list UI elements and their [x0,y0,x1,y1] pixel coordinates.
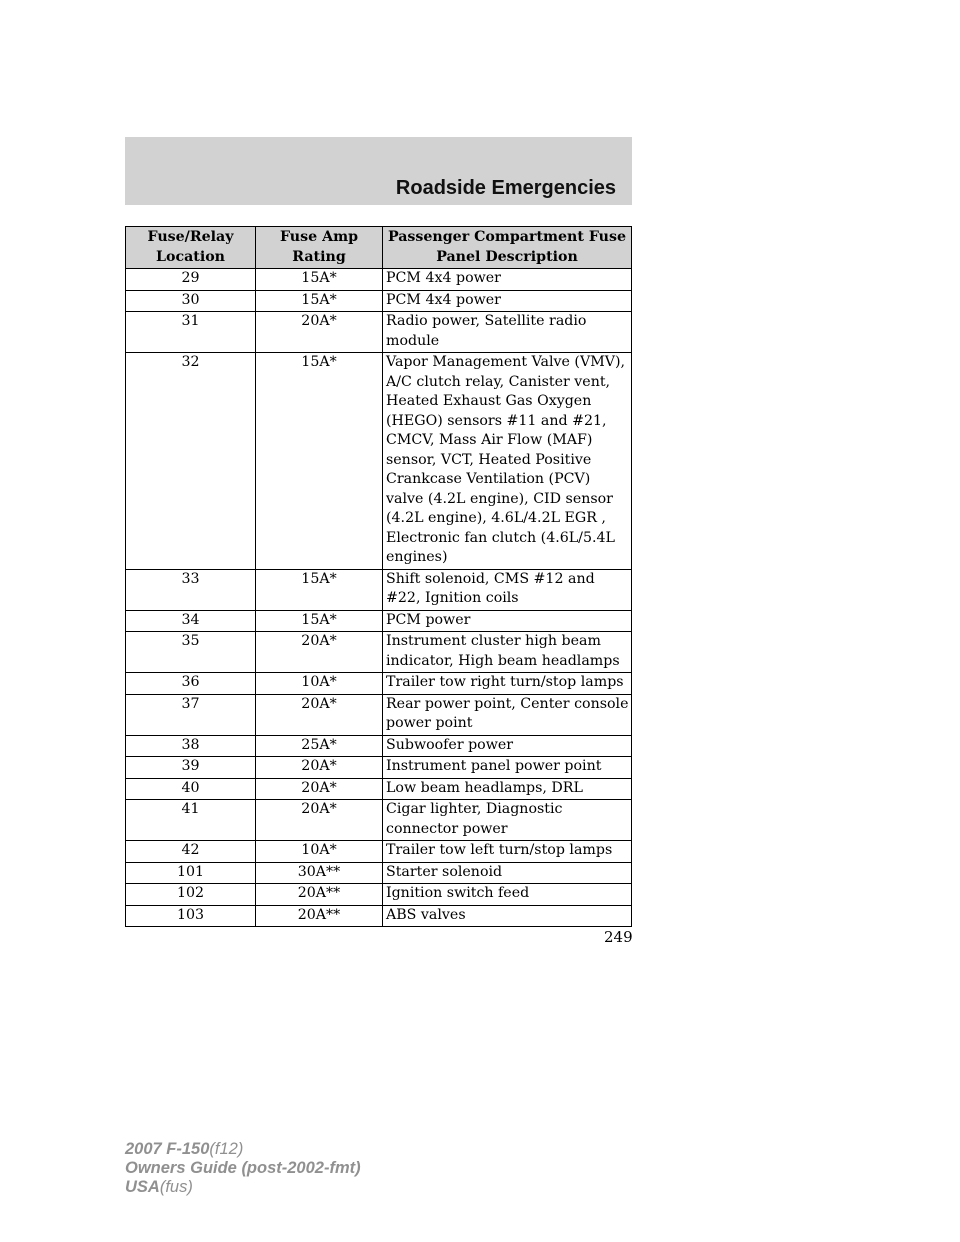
page-number: 249 [604,928,633,946]
fuse-description-cell: Radio power, Satellite radio module [383,312,632,353]
section-title: Roadside Emergencies [395,177,616,199]
table-row [126,673,632,695]
fuse-description-cell: PCM 4x4 power [383,290,632,312]
table-row [126,862,632,884]
table-row [126,905,632,927]
fuse-table-body [126,269,632,927]
section-header-band [125,137,632,205]
fuse-location-cell: 101 [126,862,256,884]
fuse-description-cell: PCM 4x4 power [383,269,632,291]
fuse-description-cell: Subwoofer power [383,735,632,757]
fuse-description-cell: Trailer tow left turn/stop lamps [383,841,632,863]
table-row [126,632,632,673]
fuse-location-cell: 103 [126,905,256,927]
fuse-location-cell: 31 [126,312,256,353]
fuse-table [125,226,632,927]
fuse-description-cell: PCM power [383,610,632,632]
fuse-description-cell: Vapor Management Valve (VMV), A/C clutch relay, Canister vent, Heated Exhaust Gas Oxygen (HEGO) sensors #11 and #21, CMCV, Mass Air Flow (MAF) sensor, VCT, Heated Positive Crankcase Ventilation (PCV) valve (4.2L engine), CID sensor (4.2L engine), 4.6L/4.2L EGR , Electronic fan clutch (4.6L/5.4L engines) [383,353,632,570]
fuse-rating-cell: 20A* [256,778,383,800]
header-fuse-relay-location: Fuse/Relay Location [126,227,256,269]
fuse-rating-cell: 20A* [256,800,383,841]
fuse-location-cell: 29 [126,269,256,291]
fuse-location-cell: 34 [126,610,256,632]
fuse-description-cell: Ignition switch feed [383,884,632,906]
fuse-rating-cell: 20A* [256,757,383,779]
fuse-location-cell: 30 [126,290,256,312]
table-row [126,778,632,800]
fuse-location-cell: 37 [126,694,256,735]
fuse-location-cell: 39 [126,757,256,779]
footer-line-guide [125,1159,361,1178]
table-row [126,694,632,735]
fuse-location-cell: 36 [126,673,256,695]
fuse-description-cell: Instrument panel power point [383,757,632,779]
fuse-location-cell: 40 [126,778,256,800]
table-header-row [126,227,632,269]
fuse-description-cell: Low beam headlamps, DRL [383,778,632,800]
table-row [126,569,632,610]
fuse-rating-cell: 20A* [256,632,383,673]
fuse-rating-cell: 30A** [256,862,383,884]
fuse-rating-cell: 10A* [256,673,383,695]
fuse-rating-cell: 10A* [256,841,383,863]
document-footer [125,1140,361,1197]
fuse-rating-cell: 15A* [256,290,383,312]
header-panel-description: Passenger Compartment Fuse Panel Description [383,227,632,269]
fuse-rating-cell: 25A* [256,735,383,757]
fuse-location-cell: 41 [126,800,256,841]
fuse-location-cell: 38 [126,735,256,757]
fuse-rating-cell: 20A** [256,905,383,927]
fuse-description-cell: Rear power point, Center console power point [383,694,632,735]
fuse-description-cell: Starter solenoid [383,862,632,884]
fuse-description-cell: ABS valves [383,905,632,927]
footer-line-model [125,1140,361,1159]
table-row [126,757,632,779]
fuse-location-cell: 102 [126,884,256,906]
footer-model: 2007 F-150 [125,1140,210,1158]
table-row [126,735,632,757]
table-row [126,841,632,863]
fuse-description-cell: Trailer tow right turn/stop lamps [383,673,632,695]
fuse-location-cell: 42 [126,841,256,863]
footer-market: USA [125,1178,160,1196]
footer-model-code: (f12) [209,1140,244,1158]
footer-guide-name: Owners Guide (post-2002-fmt) [125,1159,361,1177]
header-fuse-amp-rating: Fuse Amp Rating [256,227,383,269]
fuse-rating-cell: 20A* [256,312,383,353]
fuse-location-cell: 33 [126,569,256,610]
fuse-rating-cell: 20A* [256,694,383,735]
table-row [126,353,632,570]
footer-market-code: (fus) [159,1178,193,1196]
table-row [126,884,632,906]
table-row [126,290,632,312]
fuse-rating-cell: 20A** [256,884,383,906]
table-row [126,269,632,291]
fuse-rating-cell: 15A* [256,569,383,610]
table-row [126,800,632,841]
footer-line-market [125,1178,361,1197]
fuse-rating-cell: 15A* [256,353,383,570]
fuse-location-cell: 32 [126,353,256,570]
table-row [126,312,632,353]
fuse-description-cell: Instrument cluster high beam indicator, High beam headlamps [383,632,632,673]
fuse-rating-cell: 15A* [256,269,383,291]
fuse-location-cell: 35 [126,632,256,673]
table-row [126,610,632,632]
fuse-rating-cell: 15A* [256,610,383,632]
fuse-description-cell: Cigar lighter, Diagnostic connector power [383,800,632,841]
fuse-description-cell: Shift solenoid, CMS #12 and #22, Ignition coils [383,569,632,610]
